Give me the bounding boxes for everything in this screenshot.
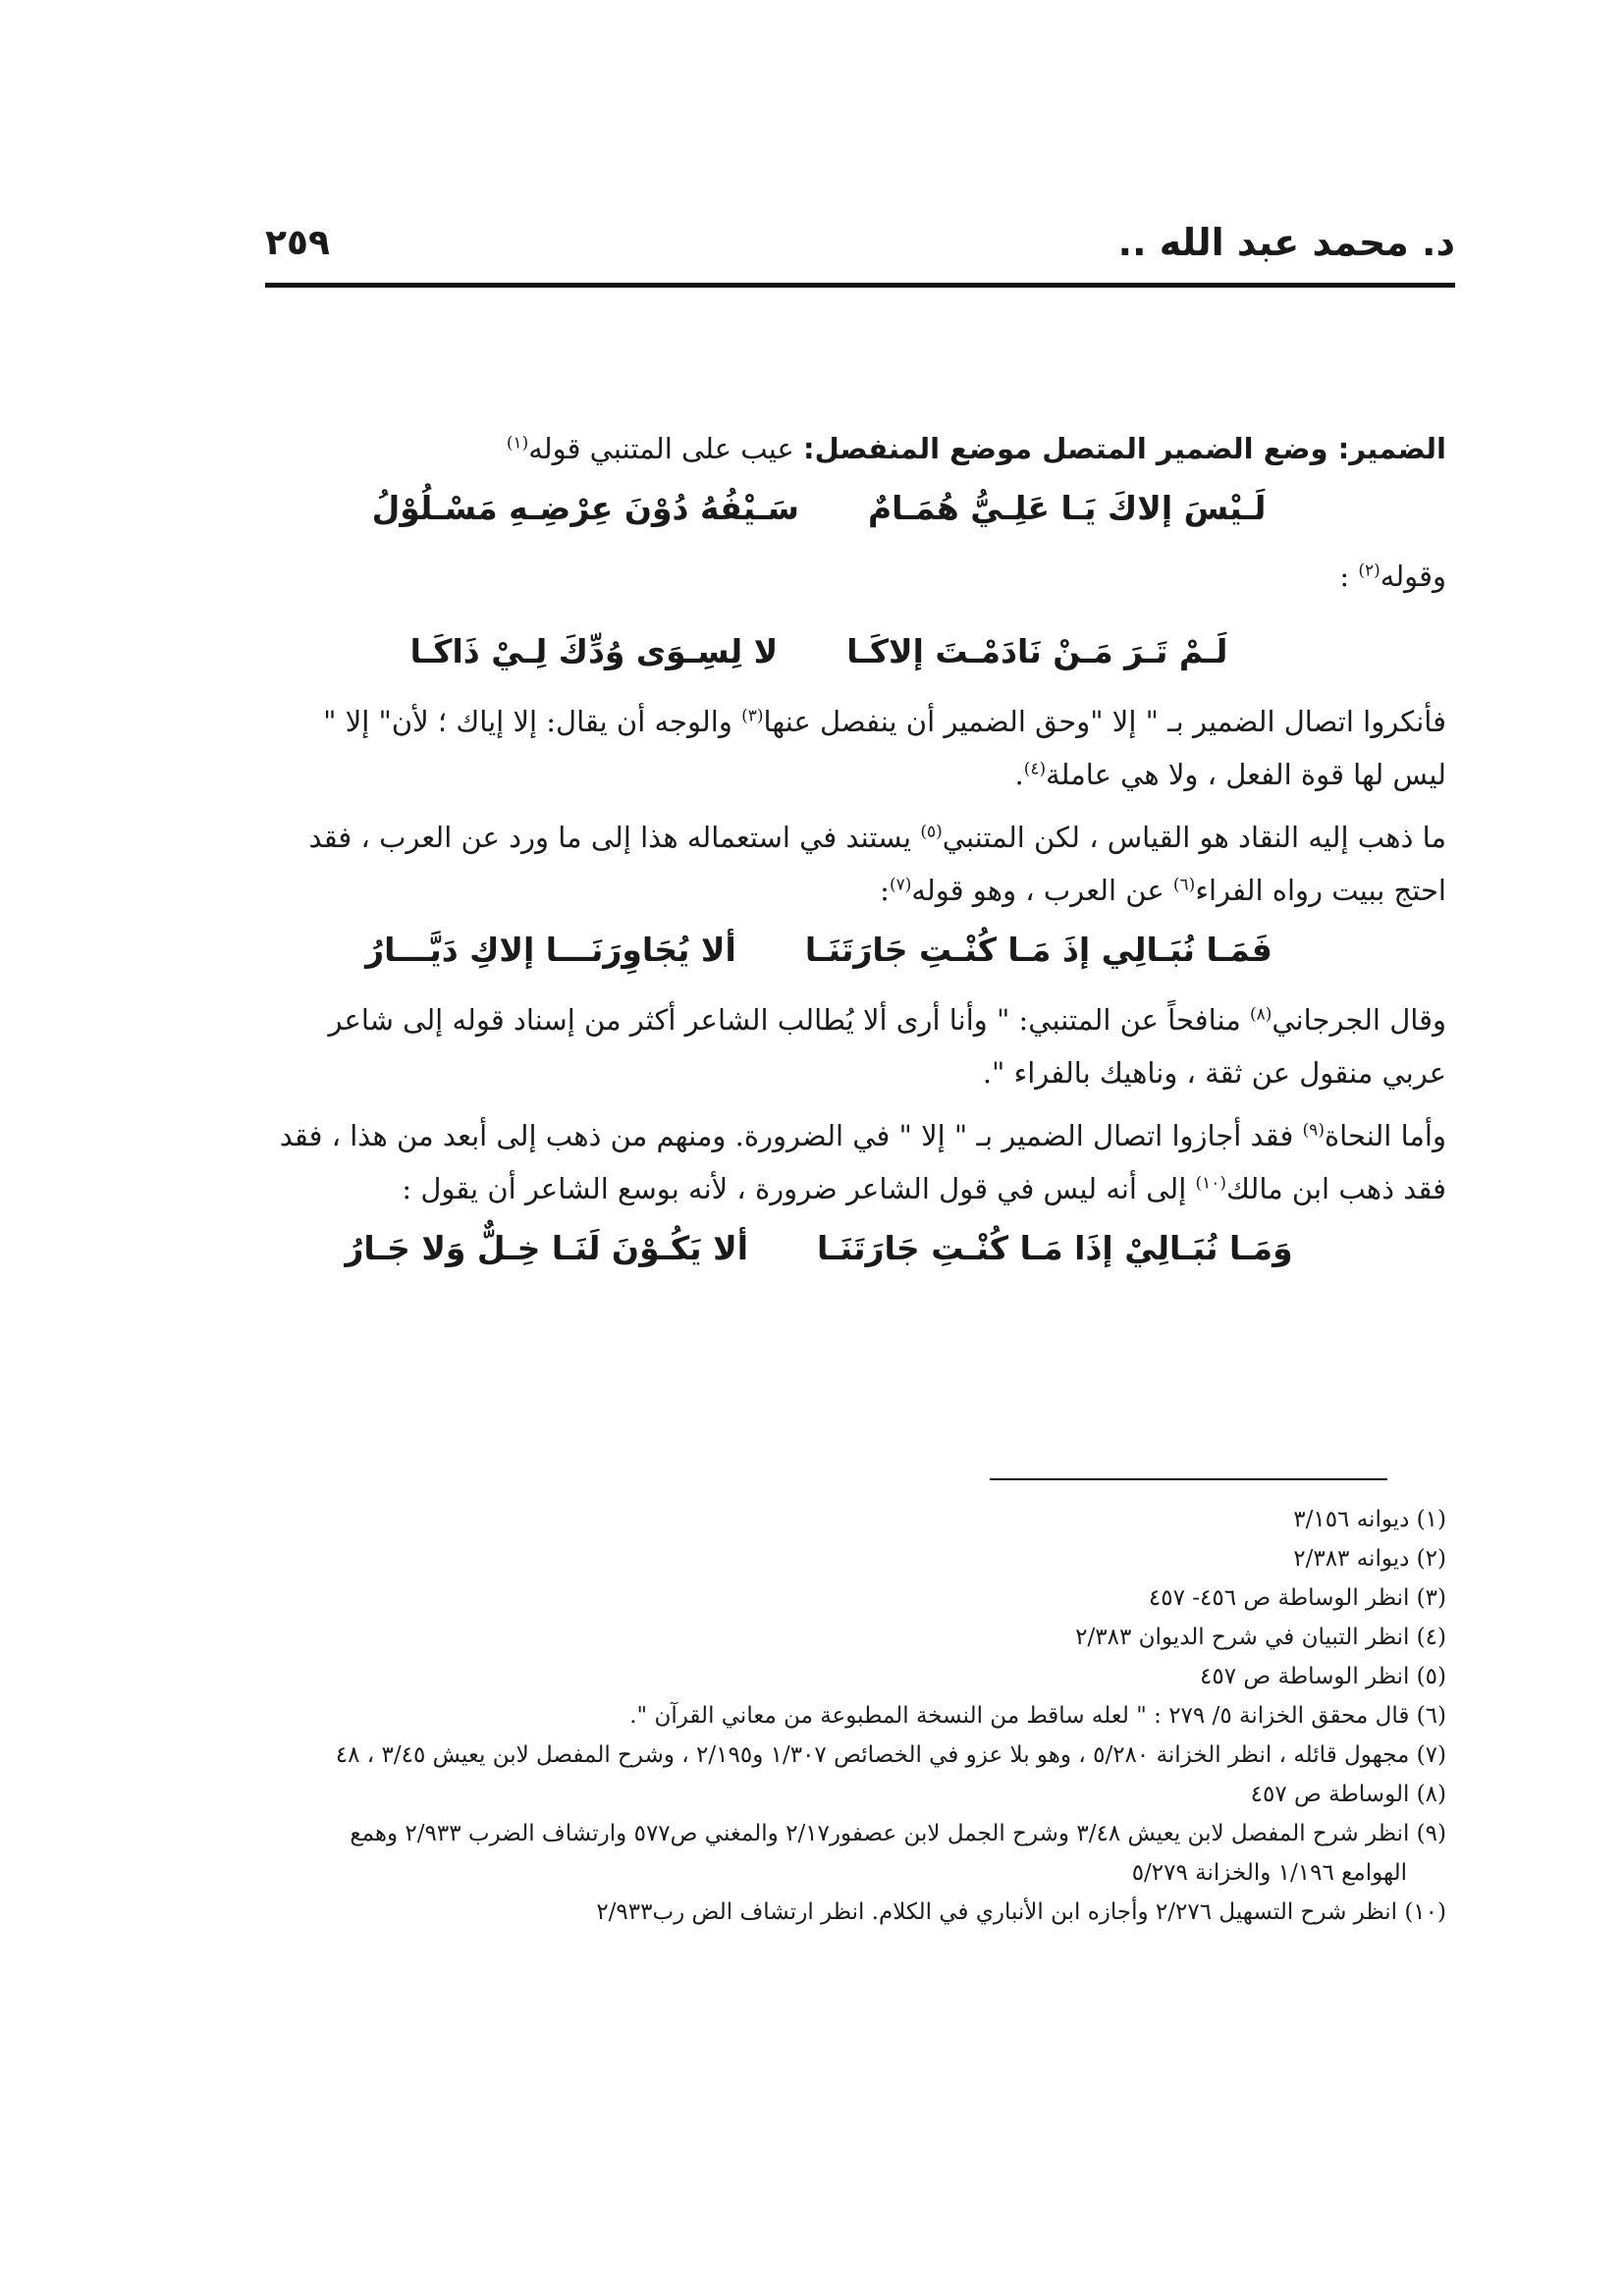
footnote-ref: (٤) — [1023, 759, 1047, 779]
footnote-ref: (٣) — [741, 706, 764, 726]
footnote-3: (٣) انظر الوساطة ص ٤٥٦- ٤٥٧ — [1148, 1585, 1446, 1611]
page-header — [265, 221, 1455, 280]
verse-1 — [191, 475, 1446, 542]
paragraph-line — [191, 811, 1446, 864]
heading-text: عيب على المتنبي قوله — [528, 432, 804, 465]
text-run: يستند في استعماله هذا إلى ما ورد عن العرب ، فقد — [308, 821, 921, 854]
footnote-4: (٤) انظر التبيان في شرح الديوان ٢/٣٨٣ — [1075, 1625, 1446, 1650]
section-heading — [191, 422, 1446, 475]
footnote-separator — [990, 1478, 1387, 1480]
footnote-5: (٥) انظر الوساطة ص ٤٥٧ — [1200, 1664, 1446, 1689]
text-run: فقد أجازوا اتصال الضمير بـ " إلا " في الضرورة. ومنهم من ذهب إلى أبعد من هذا ، فقد — [279, 1119, 1303, 1152]
page-number: ٢٥٩ — [265, 223, 330, 263]
text-run: وأما النحاة — [1324, 1119, 1446, 1152]
verse-hemistich-right: لَـمْ تَـرَ مَـنْ نَادَمْـتَ إلاكَـا — [846, 632, 1228, 670]
paragraph-3 — [191, 993, 1446, 1099]
verse-2 — [191, 618, 1446, 685]
footnote-9-continuation: الهوامع ١/١٩٦ والخزانة ٥/٢٧٩ — [1131, 1860, 1407, 1886]
text-run: عن العرب ، وهو قوله — [911, 874, 1173, 907]
header-rule — [265, 283, 1455, 288]
heading-title: الضمير: وضع الضمير المتصل موضع المنفصل: — [803, 432, 1446, 465]
footnote-ref: (٢) — [1358, 561, 1380, 581]
paragraph-line — [191, 1162, 1446, 1215]
paragraph-line — [191, 1109, 1446, 1162]
footnote-ref: (٨) — [1249, 1004, 1272, 1025]
footnote-8: (٨) الوساطة ص ٤٥٧ — [1250, 1782, 1446, 1807]
verse-hemistich-right: فَمَـا نُبَـالِي إذَ مَـا كُنْـتِ جَارَتَنَـا — [804, 931, 1272, 969]
verse-hemistich-right: وَمَـا نُبَـالِيْ إذَا مَـا كُنْـتِ جَارَتَنَـا — [817, 1229, 1293, 1267]
footnote-ref: (٩) — [1302, 1120, 1325, 1141]
footnotes — [191, 1500, 1446, 1932]
text-run: ليس لها قوة الفعل ، ولا هي عاملة — [1046, 758, 1446, 791]
text-run: فقد ذهب ابن مالك — [1226, 1172, 1446, 1205]
verse-4 — [191, 1215, 1446, 1282]
text-run: والوجه أن يقال: إلا إياك ؛ لأن" إلا " — [323, 705, 742, 738]
verse-3 — [191, 917, 1446, 984]
paragraph-line — [191, 993, 1446, 1046]
intro-colon: : — [1339, 560, 1359, 593]
paragraph-line: عربي منقول عن ثقة ، وناهيك بالفراء ". — [982, 1056, 1446, 1090]
verse-hemistich-left: ألا يُجَاوِرَنَـــا إلاكِ دَيَّـــارُ — [365, 931, 736, 969]
paragraph-line — [191, 695, 1446, 748]
text-run: ما ذهب إليه النقاد هو القياس ، لكن المتنبي — [942, 821, 1446, 854]
footnote-ref: (١) — [506, 433, 529, 454]
footnote-7: (٧) مجهول قائله ، انظر الخزانة ٥/٢٨٠ ، وهو بلا عزو في الخصائص ١/٣٠٧ و٢/١٩٥ ، وشرح المفصل لابن يعيش ٣/٤٥ ، ٤٨ — [335, 1742, 1446, 1768]
text-run: إلى أنه ليس في قول الشاعر ضرورة ، لأنه بوسع الشاعر أن يقول : — [402, 1172, 1196, 1205]
paragraph-2 — [191, 811, 1446, 917]
paragraph-4 — [191, 1109, 1446, 1215]
footnote-ref: (٧) — [889, 875, 912, 895]
intro-line — [191, 550, 1446, 603]
text-run: : — [880, 874, 890, 907]
text-run: منافحاً عن المتنبي: " وأنا أرى ألا يُطالب الشاعر أكثر من إسناد قوله إلى شاعر — [328, 1003, 1250, 1037]
paragraph-line — [191, 748, 1446, 801]
main-content — [191, 422, 1446, 1282]
intro-text: وقوله — [1380, 560, 1446, 593]
verse-hemistich-left: ألا يَكُـوْنَ لَنَـا خِـلٌّ وَلا جَـارُ — [345, 1229, 749, 1267]
verse-hemistich-left: لا لِسِـوَى وُدِّكَ لِـيْ ذَاكَـا — [409, 632, 779, 670]
verse-hemistich-right: لَـيْسَ إلاكَ يَـا عَلِـيُّ هُمَـامٌ — [867, 489, 1267, 527]
footnote-10: (١٠) انظر شرح التسهيل ٢/٢٧٦ وأجازه ابن الأنباري في الكلام. انظر ارتشاف الض رب٢/٩٣٣ — [596, 1899, 1446, 1925]
footnote-9: (٩) انظر شرح المفصل لابن يعيش ٣/٤٨ وشرح الجمل لابن عصفور٢/١٧ والمغني ص٥٧٧ وارتشاف الضرب ٢/٩٣٣ وهمع — [350, 1821, 1446, 1846]
verse-hemistich-left: سَـيْفُهُ دُوْنَ عِرْضِـهِ مَسْـلُوْلُ — [371, 489, 799, 527]
footnote-ref: (٦) — [1172, 875, 1196, 895]
paragraph-line — [191, 864, 1446, 917]
footnote-ref: (٥) — [920, 822, 943, 842]
text-run: احتج ببيت رواه الفراء — [1195, 874, 1446, 907]
footnote-ref: (١٠) — [1195, 1173, 1227, 1194]
paragraph-1 — [191, 695, 1446, 801]
header-author: د. محمد عبد الله .. — [1117, 221, 1455, 264]
footnote-6: (٦) قال محقق الخزانة ٥/ ٢٧٩ : " لعله ساقط من النسخة المطبوعة من معاني القرآن ". — [629, 1703, 1446, 1729]
footnote-2: (٢) ديوانه ٢/٣٨٣ — [1293, 1546, 1446, 1572]
text-run: . — [1014, 758, 1024, 791]
footnote-1: (١) ديوانه ٣/١٥٦ — [1293, 1507, 1446, 1532]
text-run: فأنكروا اتصال الضمير بـ " إلا "وحق الضمير أن ينفصل عنها — [763, 705, 1446, 738]
text-run: وقال الجرجاني — [1272, 1003, 1446, 1037]
